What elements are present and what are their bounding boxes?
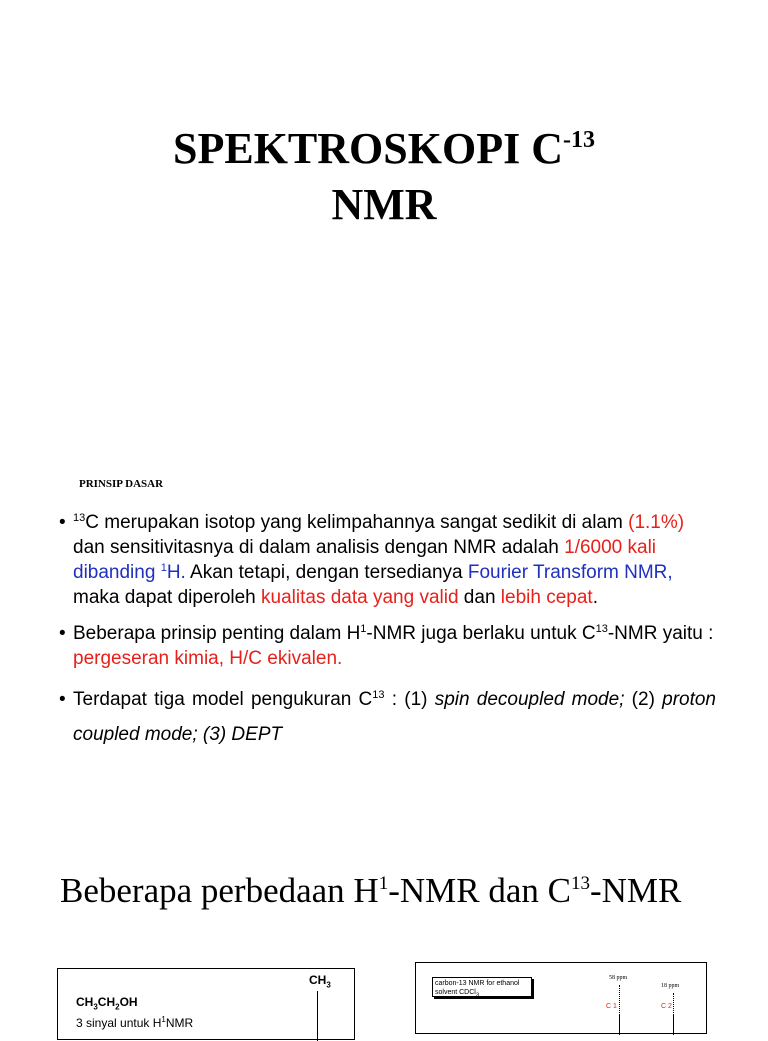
bullet-item-1: • $^{13}$C merupakan isotop yang kelimpahannya sangat sedikit di alam (1.1%) dan sensitivitasnya di dalam analisis dengan NMR adalah 1/6000 kali dibanding $^1$H. Akan tetapi, dengan tersedianya Fourier Transform NMR, maka dapat diperoleh kualitas data yang valid dan lebih cepat. [56,510,716,610]
carbon-label-2: C 2 [661,1003,672,1010]
section-heading: Beberapa perbedaan $H^1$-NMR dan $C^{13}$-NMR [60,871,682,910]
peak-1 [619,1015,620,1035]
title-line-1: SPEKTROSKOPI $C^{-13}$ [173,124,595,173]
section-label: PRINSIP DASAR [79,478,164,490]
carbon-label-1: C 1 [606,1003,617,1010]
spectrum-line [317,991,318,1041]
bullet-list [56,510,716,763]
h1-nmr-panel [57,968,355,1040]
spectrum-caption: carbon-13 NMR for ethanol solvent CDCl$_3$ [432,977,532,997]
title-line-2: NMR [331,180,437,229]
peak-2 [673,1015,674,1035]
bullet-item-2: • Beberapa prinsip penting dalam $H^1$-NMR juga berlaku untuk $C^{13}$-NMR yaitu : pergeseran kimia, H/C ekivalen. [56,621,716,671]
slide-title [0,112,768,233]
ppm-label-18: 18 ppm [661,983,680,989]
ppm-label-58: 58 ppm [609,975,628,981]
ch3-label: $CH_3$ [309,973,331,990]
ethanol-formula: $CH_3CH_2OH$ [76,995,138,1012]
c13-nmr-panel [415,962,707,1034]
bullet-item-3: • Terdapat tiga model pengukuran $C^{13}$ : (1) spin decoupled mode; (2) proton coupled mode; (3) DEPT [56,682,716,752]
signal-count-text: 3 sinyal untuk $H^1NMR$ [76,1015,194,1030]
